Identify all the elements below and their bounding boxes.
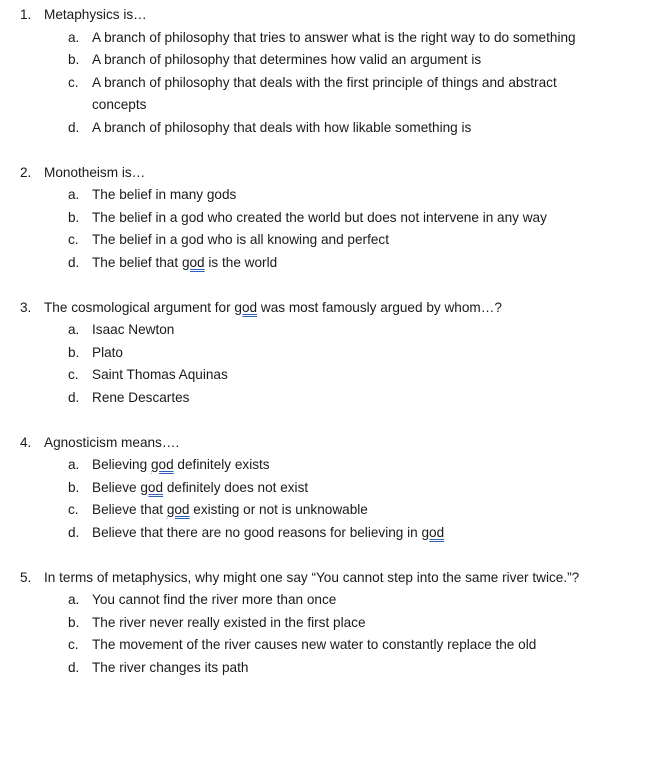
option-text: The river never really existed in the first place (92, 614, 366, 630)
grammar-flagged-word[interactable]: god (166, 502, 190, 517)
option-letter: c. (68, 637, 79, 652)
option (0, 252, 658, 275)
option (0, 499, 658, 522)
option-text: The belief in a god who created the world but does not intervene in any way (92, 209, 547, 225)
document-page (0, 4, 658, 679)
option (0, 27, 658, 50)
question-text: In terms of metaphysics, why might one say “You cannot step into the same river twice.”? (44, 569, 580, 585)
option-text: The belief in many gods (92, 187, 237, 202)
option-letter: b. (68, 344, 80, 360)
spacer (0, 139, 658, 162)
text-segment: The cosmological argument for (44, 299, 235, 315)
option (0, 589, 658, 612)
option-letter: b. (68, 209, 80, 225)
option-letter: c. (68, 74, 79, 90)
option-letter: c. (68, 502, 79, 517)
option (0, 49, 658, 72)
option (0, 207, 658, 230)
option-letter: c. (68, 367, 79, 382)
option-letter: d. (68, 119, 80, 135)
option (0, 522, 658, 545)
option-text: The river changes its path (92, 659, 249, 675)
option-text (92, 477, 582, 500)
option-letter: d. (68, 524, 80, 540)
option (0, 364, 658, 387)
spacer (0, 409, 658, 432)
option-text: The belief in a god who is all knowing and perfect (92, 232, 389, 247)
option-text: Saint Thomas Aquinas (92, 367, 228, 382)
question-number: 1. (20, 7, 32, 22)
text-segment: Believe (92, 479, 141, 495)
option (0, 657, 658, 680)
question-4 (0, 432, 658, 545)
option (0, 342, 658, 365)
option-letter: a. (68, 29, 80, 45)
grammar-flagged-word[interactable]: god (140, 479, 164, 495)
option-letter: a. (68, 592, 80, 607)
question-text (44, 297, 604, 320)
option-text: Isaac Newton (92, 322, 175, 337)
question-text: Monotheism is… (44, 164, 146, 180)
question-number: 2. (20, 164, 32, 180)
option-text (92, 499, 582, 522)
text-segment: existing or not is unknowable (189, 502, 368, 517)
option (0, 612, 658, 635)
option-text (92, 522, 582, 545)
question-1 (0, 4, 658, 139)
question-text: Metaphysics is… (44, 7, 147, 22)
text-segment: was most famously argued by whom…? (257, 299, 502, 315)
option (0, 72, 658, 117)
question-2 (0, 162, 658, 275)
text-segment: Believe that (92, 502, 167, 517)
option-letter: d. (68, 389, 80, 405)
text-segment: definitely exists (173, 457, 270, 472)
grammar-flagged-word[interactable]: god (234, 299, 258, 315)
spacer (0, 274, 658, 297)
text-segment: Believing (92, 457, 151, 472)
option-text: A branch of philosophy that determines how valid an argument is (92, 52, 482, 67)
option-text: A branch of philosophy that deals with how likable something is (92, 119, 472, 135)
option-text: Plato (92, 344, 123, 360)
option-text: Rene Descartes (92, 389, 190, 405)
option-letter: a. (68, 187, 80, 202)
option (0, 634, 658, 657)
question-3 (0, 297, 658, 410)
option-text: The movement of the river causes new water to constantly replace the old (92, 637, 537, 652)
grammar-flagged-word[interactable]: god (150, 457, 174, 472)
grammar-flagged-word[interactable]: god (421, 524, 445, 540)
option-text (92, 454, 582, 477)
option (0, 319, 658, 342)
option (0, 477, 658, 500)
question-text: Agnosticism means…. (44, 434, 180, 450)
text-segment: Believe that there are no good reasons for believing in (92, 524, 422, 540)
option-letter: c. (68, 232, 79, 247)
option-letter: a. (68, 322, 80, 337)
grammar-flagged-word[interactable]: god (181, 254, 205, 270)
option-letter: b. (68, 614, 80, 630)
question-number: 5. (20, 569, 32, 585)
option-text (92, 252, 582, 275)
option (0, 117, 658, 140)
option-text: A branch of philosophy that deals with the first principle of things and abstract concepts (92, 74, 557, 112)
question-number: 3. (20, 299, 32, 315)
text-segment: is the world (204, 254, 278, 270)
option (0, 387, 658, 410)
option-letter: b. (68, 52, 80, 67)
option-text: A branch of philosophy that tries to answer what is the right way to do something (92, 29, 576, 45)
option-letter: a. (68, 457, 80, 472)
option-letter: d. (68, 659, 80, 675)
option-letter: d. (68, 254, 80, 270)
option-text: You cannot find the river more than once (92, 592, 337, 607)
question-number: 4. (20, 434, 32, 450)
spacer (0, 544, 658, 567)
option (0, 454, 658, 477)
option (0, 184, 658, 207)
option-letter: b. (68, 479, 80, 495)
text-segment: The belief that (92, 254, 182, 270)
option (0, 229, 658, 252)
text-segment: definitely does not exist (163, 479, 309, 495)
question-5 (0, 567, 658, 680)
